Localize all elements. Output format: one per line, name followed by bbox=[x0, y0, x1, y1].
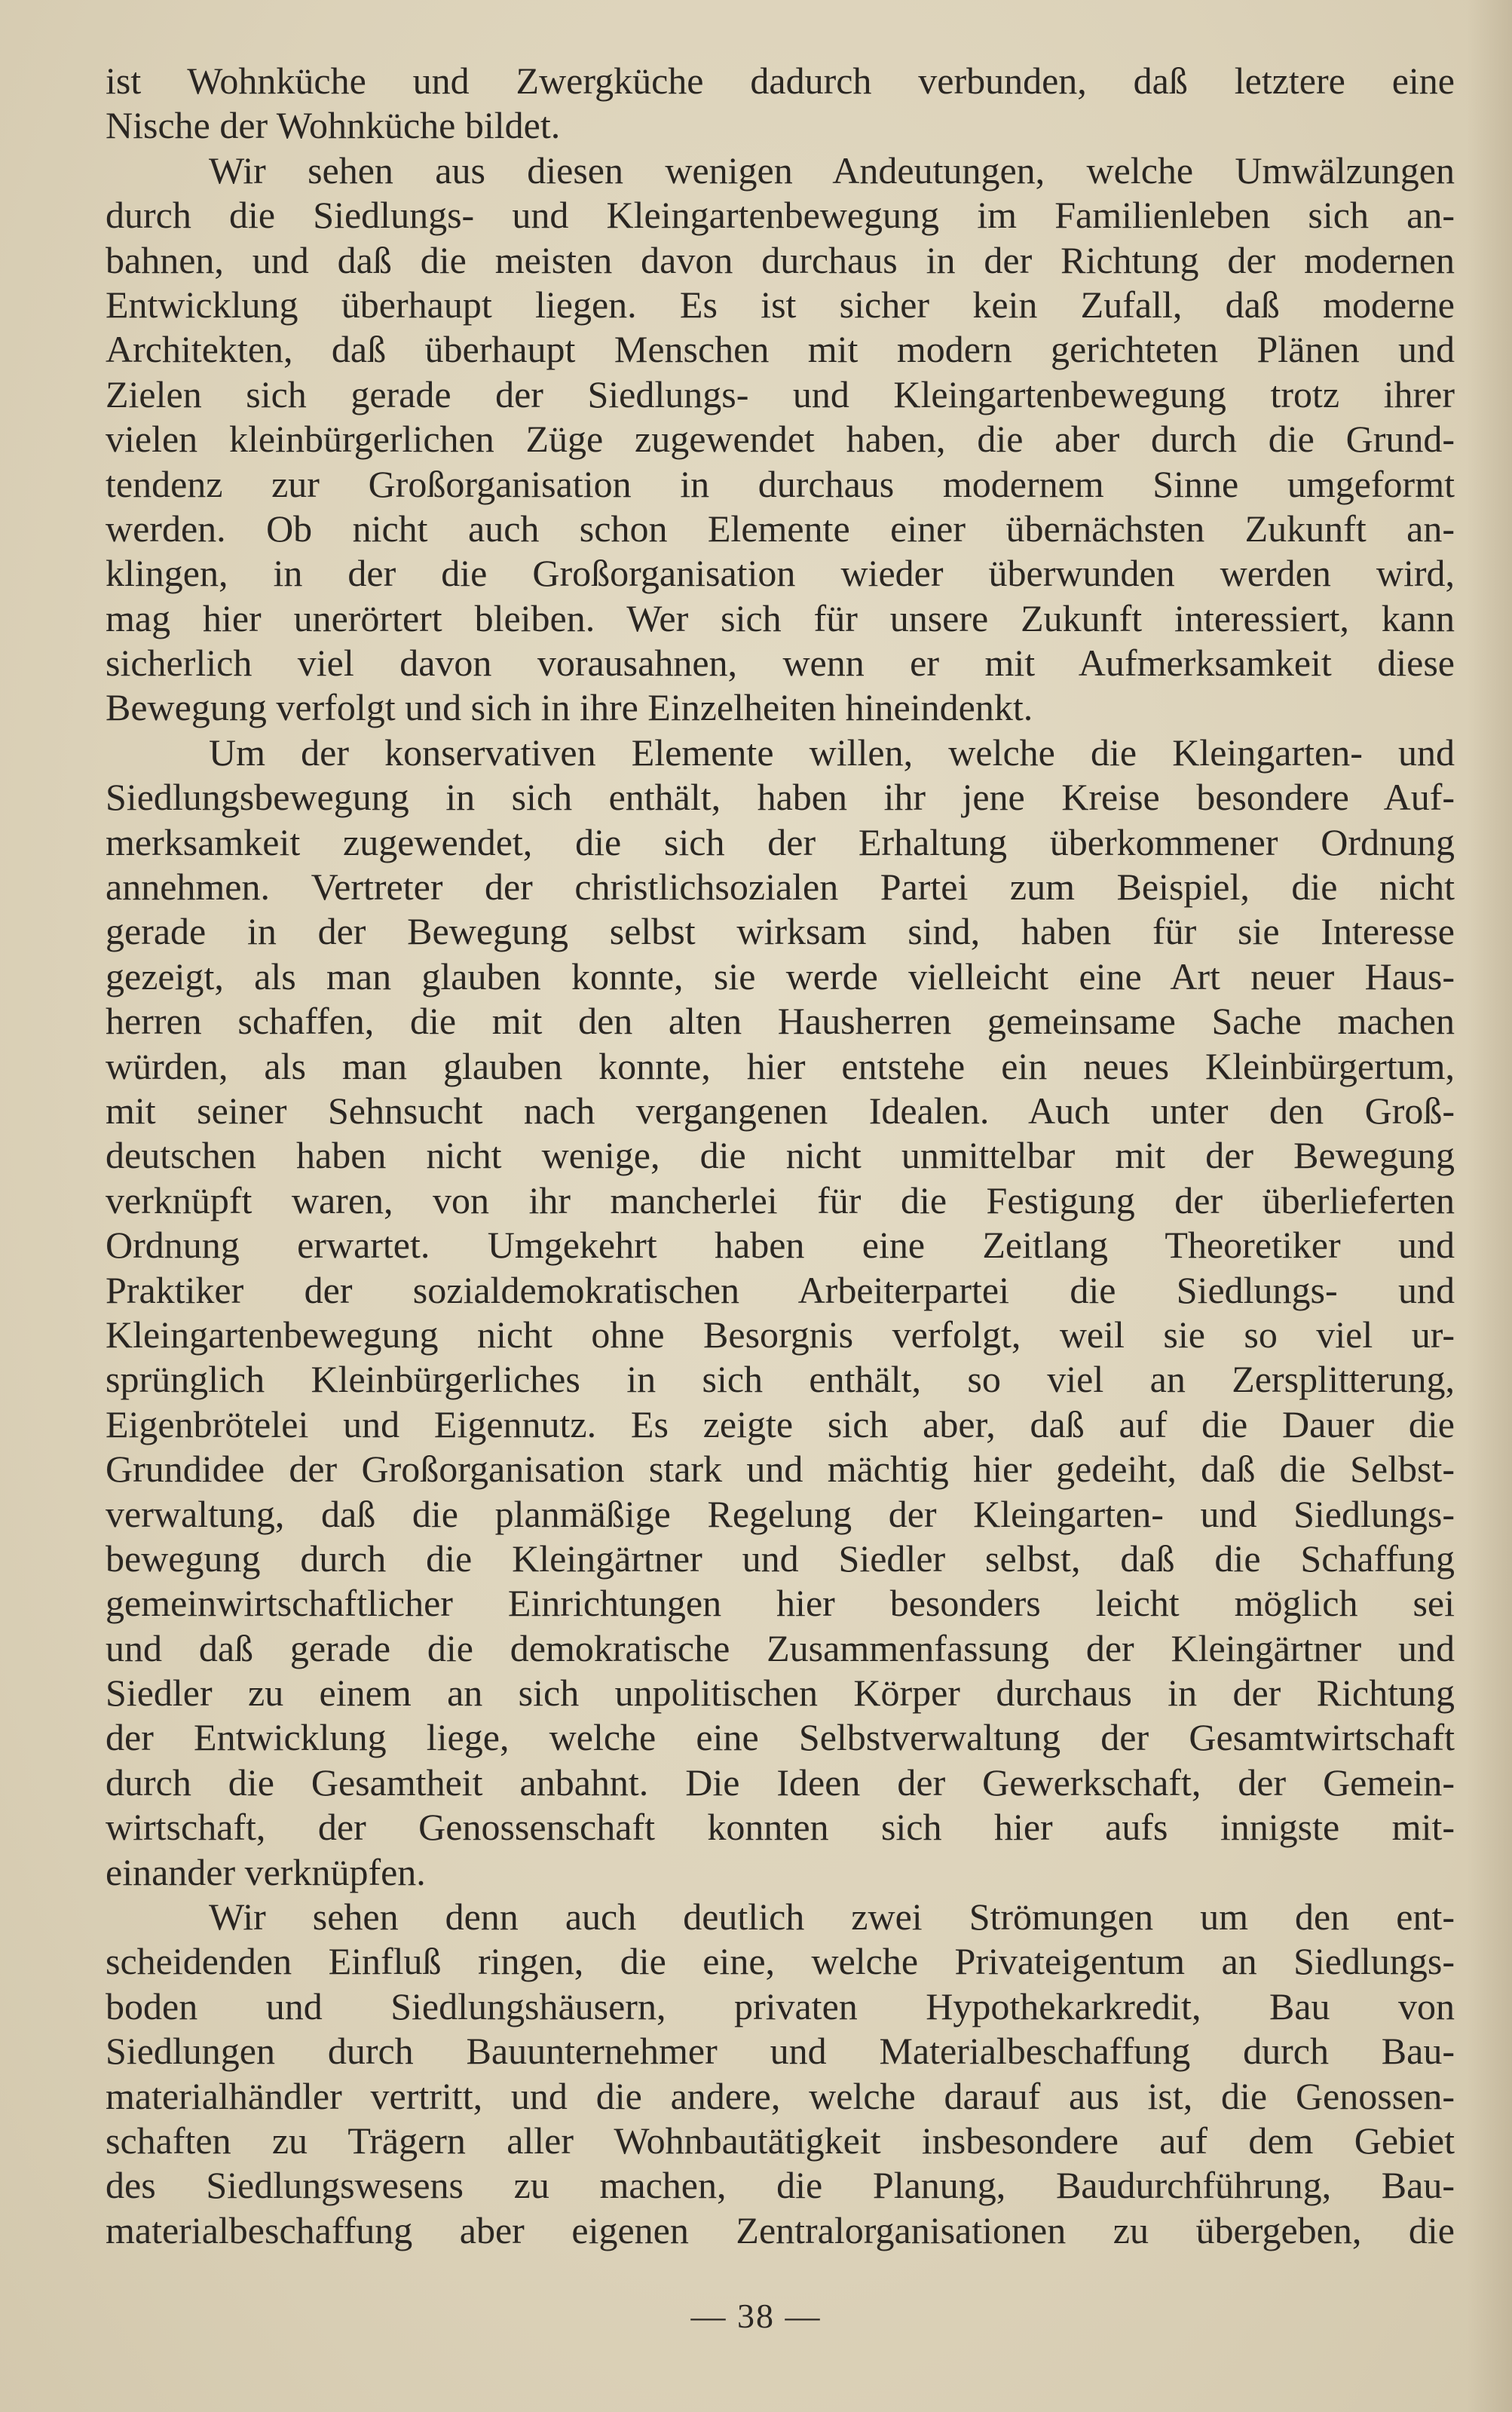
text-line: des Siedlungswesens zu machen, die Planung, Baudurchführung, Bau- bbox=[106, 2164, 1455, 2207]
text-line: verwaltung, daß die planmäßige Regelung der Kleingarten- und Siedlungs- bbox=[106, 1492, 1455, 1535]
text-line: vielen kleinbürgerlichen Züge zugewendet haben, die aber durch die Grund- bbox=[106, 418, 1455, 461]
text-line: sicherlich viel davon vorausahnen, wenn er mit Aufmerksamkeit diese bbox=[106, 642, 1455, 685]
text-line: bewegung durch die Kleingärtner und Siedler selbst, daß die Schaffung bbox=[106, 1537, 1455, 1580]
text-line: gezeigt, als man glauben konnte, sie werde vielleicht eine Art neuer Haus- bbox=[106, 955, 1455, 998]
page-number: — 38 — bbox=[690, 2297, 822, 2335]
text-line: Nische der Wohnküche bildet. bbox=[106, 104, 561, 147]
text-line: Zielen sich gerade der Siedlungs- und Kleingartenbewegung trotz ihrer bbox=[106, 372, 1455, 415]
text-line: klingen, in der die Großorganisation wieder überwunden werden wird, bbox=[106, 552, 1455, 595]
text-line: sprünglich Kleinbürgerliches in sich enthält, so viel an Zersplitterung, bbox=[106, 1358, 1455, 1401]
text-line: materialbeschaffung aber eigenen Zentralorganisationen zu übergeben, die bbox=[106, 2208, 1455, 2251]
text-line: tendenz zur Großorganisation in durchaus modernem Sinne umgeformt bbox=[106, 462, 1455, 505]
body-text bbox=[106, 59, 1455, 2253]
text-line: und daß gerade die demokratische Zusammenfassung der Kleingärtner und bbox=[106, 1626, 1455, 1669]
text-line: schaften zu Trägern aller Wohnbautätigkeit insbesondere auf dem Gebiet bbox=[106, 2119, 1455, 2162]
text-line: werden. Ob nicht auch schon Elemente einer übernächsten Zukunft an- bbox=[106, 507, 1455, 550]
text-line: Architekten, daß überhaupt Menschen mit modern gerichteten Plänen und bbox=[106, 328, 1455, 371]
text-line: mit seiner Sehnsucht nach vergangenen Idealen. Auch unter den Groß- bbox=[106, 1089, 1455, 1132]
text-line: merksamkeit zugewendet, die sich der Erhaltung überkommener Ordnung bbox=[106, 820, 1455, 863]
text-line: Wir sehen denn auch deutlich zwei Strömungen um den ent- bbox=[209, 1896, 1455, 1938]
text-line: Grundidee der Großorganisation stark und mächtig hier gedeiht, daß die Selbst- bbox=[106, 1448, 1455, 1491]
text-line: Entwicklung überhaupt liegen. Es ist sicher kein Zufall, daß moderne bbox=[106, 283, 1455, 326]
page-edge-shadow bbox=[1467, 0, 1512, 2412]
text-line: gemeinwirtschaftlicher Einrichtungen hier besonders leicht möglich sei bbox=[106, 1582, 1455, 1625]
text-line: der Entwicklung liege, welche eine Selbstverwaltung der Gesamtwirtschaft bbox=[106, 1716, 1455, 1759]
text-line: verknüpft waren, von ihr mancherlei für die Festigung der überlieferten bbox=[106, 1178, 1455, 1221]
text-line: Ordnung erwartet. Umgekehrt haben eine Zeitlang Theoretiker und bbox=[106, 1224, 1455, 1267]
text-line: Kleingartenbewegung nicht ohne Besorgnis verfolgt, weil sie so viel ur- bbox=[106, 1313, 1455, 1356]
text-line: gerade in der Bewegung selbst wirksam sind, haben für sie Interesse bbox=[106, 910, 1455, 953]
text-line: deutschen haben nicht wenige, die nicht unmittelbar mit der Bewegung bbox=[106, 1134, 1455, 1177]
text-line: scheidenden Einfluß ringen, die eine, welche Privateigentum an Siedlungs- bbox=[106, 1940, 1455, 1983]
text-line: boden und Siedlungshäusern, privaten Hypothekarkredit, Bau von bbox=[106, 1984, 1455, 2027]
text-line: annehmen. Vertreter der christlichsozialen Partei zum Beispiel, die nicht bbox=[106, 866, 1455, 909]
text-line: durch die Gesamtheit anbahnt. Die Ideen der Gewerkschaft, der Gemein- bbox=[106, 1761, 1455, 1804]
text-line: Bewegung verfolgt und sich in ihre Einzelheiten hineindenkt. bbox=[106, 686, 1033, 729]
text-line: Wir sehen aus diesen wenigen Andeutungen, welche Umwälzungen bbox=[209, 149, 1455, 192]
text-line: Praktiker der sozialdemokratischen Arbeiterpartei die Siedlungs- und bbox=[106, 1268, 1455, 1311]
text-line: wirtschaft, der Genossenschaft konnten sich hier aufs innigste mit- bbox=[106, 1806, 1455, 1849]
text-line: Eigenbrötelei und Eigennutz. Es zeigte sich aber, daß auf die Dauer die bbox=[106, 1402, 1455, 1445]
text-line: bahnen, und daß die meisten davon durchaus in der Richtung der modernen bbox=[106, 238, 1455, 281]
text-line: ist Wohnküche und Zwergküche dadurch verbunden, daß letztere eine bbox=[106, 60, 1455, 102]
text-line: Siedlungsbewegung in sich enthält, haben ihr jene Kreise besondere Auf- bbox=[106, 776, 1455, 819]
text-line: Um der konservativen Elemente willen, welche die Kleingarten- und bbox=[209, 731, 1455, 774]
text-line: materialhändler vertritt, und die andere, welche darauf aus ist, die Genossen- bbox=[106, 2074, 1455, 2117]
text-line: Siedlungen durch Bauunternehmer und Materialbeschaffung durch Bau- bbox=[106, 2030, 1455, 2073]
text-line: durch die Siedlungs- und Kleingartenbewegung im Familienleben sich an- bbox=[106, 194, 1455, 237]
text-line: würden, als man glauben konnte, hier entstehe ein neues Kleinbürgertum, bbox=[106, 1044, 1455, 1087]
text-line: mag hier unerörtert bleiben. Wer sich für unsere Zukunft interessiert, kann bbox=[106, 596, 1455, 639]
text-line: einander verknüpfen. bbox=[106, 1850, 426, 1893]
text-line: herren schaffen, die mit den alten Hausherren gemeinsame Sache machen bbox=[106, 1000, 1455, 1043]
text-line: Siedler zu einem an sich unpolitischen Körper durchaus in der Richtung bbox=[106, 1672, 1455, 1715]
